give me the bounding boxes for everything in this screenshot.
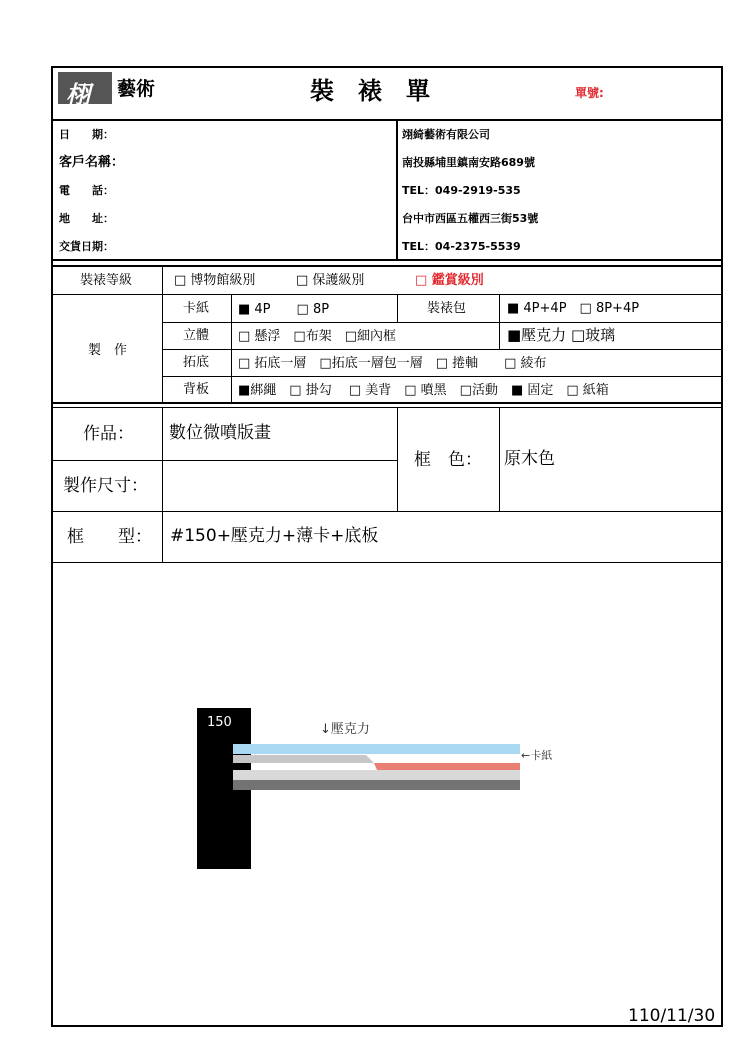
company-address-2: 台中市西區五權西三街53號 — [402, 212, 539, 225]
work-label: 作品： — [83, 424, 134, 444]
rubbing-options: □ 拓底一層 □拓底一層包一層 □ 捲軸 □ 綾布 — [238, 356, 547, 371]
solid-label: 立體 — [183, 328, 210, 343]
solid-options: □ 懸浮 □布架 □細內框 — [238, 329, 396, 344]
page-title: 裝 裱 單 — [310, 77, 430, 105]
bag-options: ■ 4P+4P □ 8P+4P — [507, 301, 640, 316]
logo-mark: 栩 — [66, 80, 90, 109]
company-address-1: 南投縣埔里鎮南安路689號 — [402, 156, 535, 169]
company-name: 翊綺藝術有限公司 — [402, 128, 490, 141]
phone-label: 電 話： — [59, 184, 114, 197]
size-label: 製作尺寸： — [63, 476, 148, 496]
delivery-date-label: 交貨日期： — [59, 240, 114, 253]
grade-option-museum: □ 博物館級別 — [174, 273, 256, 288]
address-label: 地 址： — [59, 212, 114, 225]
frame-type-value: #150+壓克力+薄卡+底板 — [170, 526, 379, 546]
date-label: 日 期： — [59, 128, 114, 141]
company-tel-2: TEL：04-2375-5539 — [402, 240, 521, 253]
grade-option-appreciation: □ 鑑賞級別 — [415, 273, 484, 288]
work-value: 數位微噴版畫 — [169, 423, 271, 443]
backing-options: ■綁繩 □ 掛勾 □ 美背 □ 噴黑 □活動 ■ 固定 □ 紙箱 — [238, 383, 609, 398]
acrylic-options: ■壓克力 □玻璃 — [507, 326, 616, 344]
bag-label: 裝裱包 — [427, 301, 467, 316]
frame-color-value: 原木色 — [504, 449, 555, 469]
card-annotation: ←卡紙 — [521, 749, 553, 762]
company-tel-1: TEL：049-2919-535 — [402, 184, 521, 197]
backing-light-layer — [233, 770, 520, 780]
profile-number-label: 150 — [207, 715, 232, 730]
acrylic-layer — [233, 744, 520, 754]
production-label: 製 作 — [88, 343, 128, 358]
card-label: 卡紙 — [183, 301, 210, 316]
backing-dark-layer — [233, 780, 520, 790]
customer-name-label: 客戶名稱： — [59, 155, 125, 170]
rubbing-label: 拓底 — [183, 355, 210, 370]
grade-label: 裝裱等級 — [80, 273, 133, 288]
card-options: ■ 4P □ 8P — [238, 302, 330, 317]
card-layer — [233, 755, 374, 763]
mat-accent-layer — [374, 763, 520, 770]
footer-date: 110/11/30 — [628, 1006, 716, 1026]
order-number-label: 單號: — [575, 86, 604, 100]
acrylic-annotation: ↓壓克力 — [320, 722, 370, 737]
backing-label: 背板 — [183, 382, 210, 397]
logo-text: 藝術 — [117, 78, 156, 100]
frame-color-label: 框 色： — [414, 450, 482, 470]
frame-type-label: 框 型： — [67, 527, 152, 547]
grade-option-protection: □ 保護級別 — [296, 273, 365, 288]
